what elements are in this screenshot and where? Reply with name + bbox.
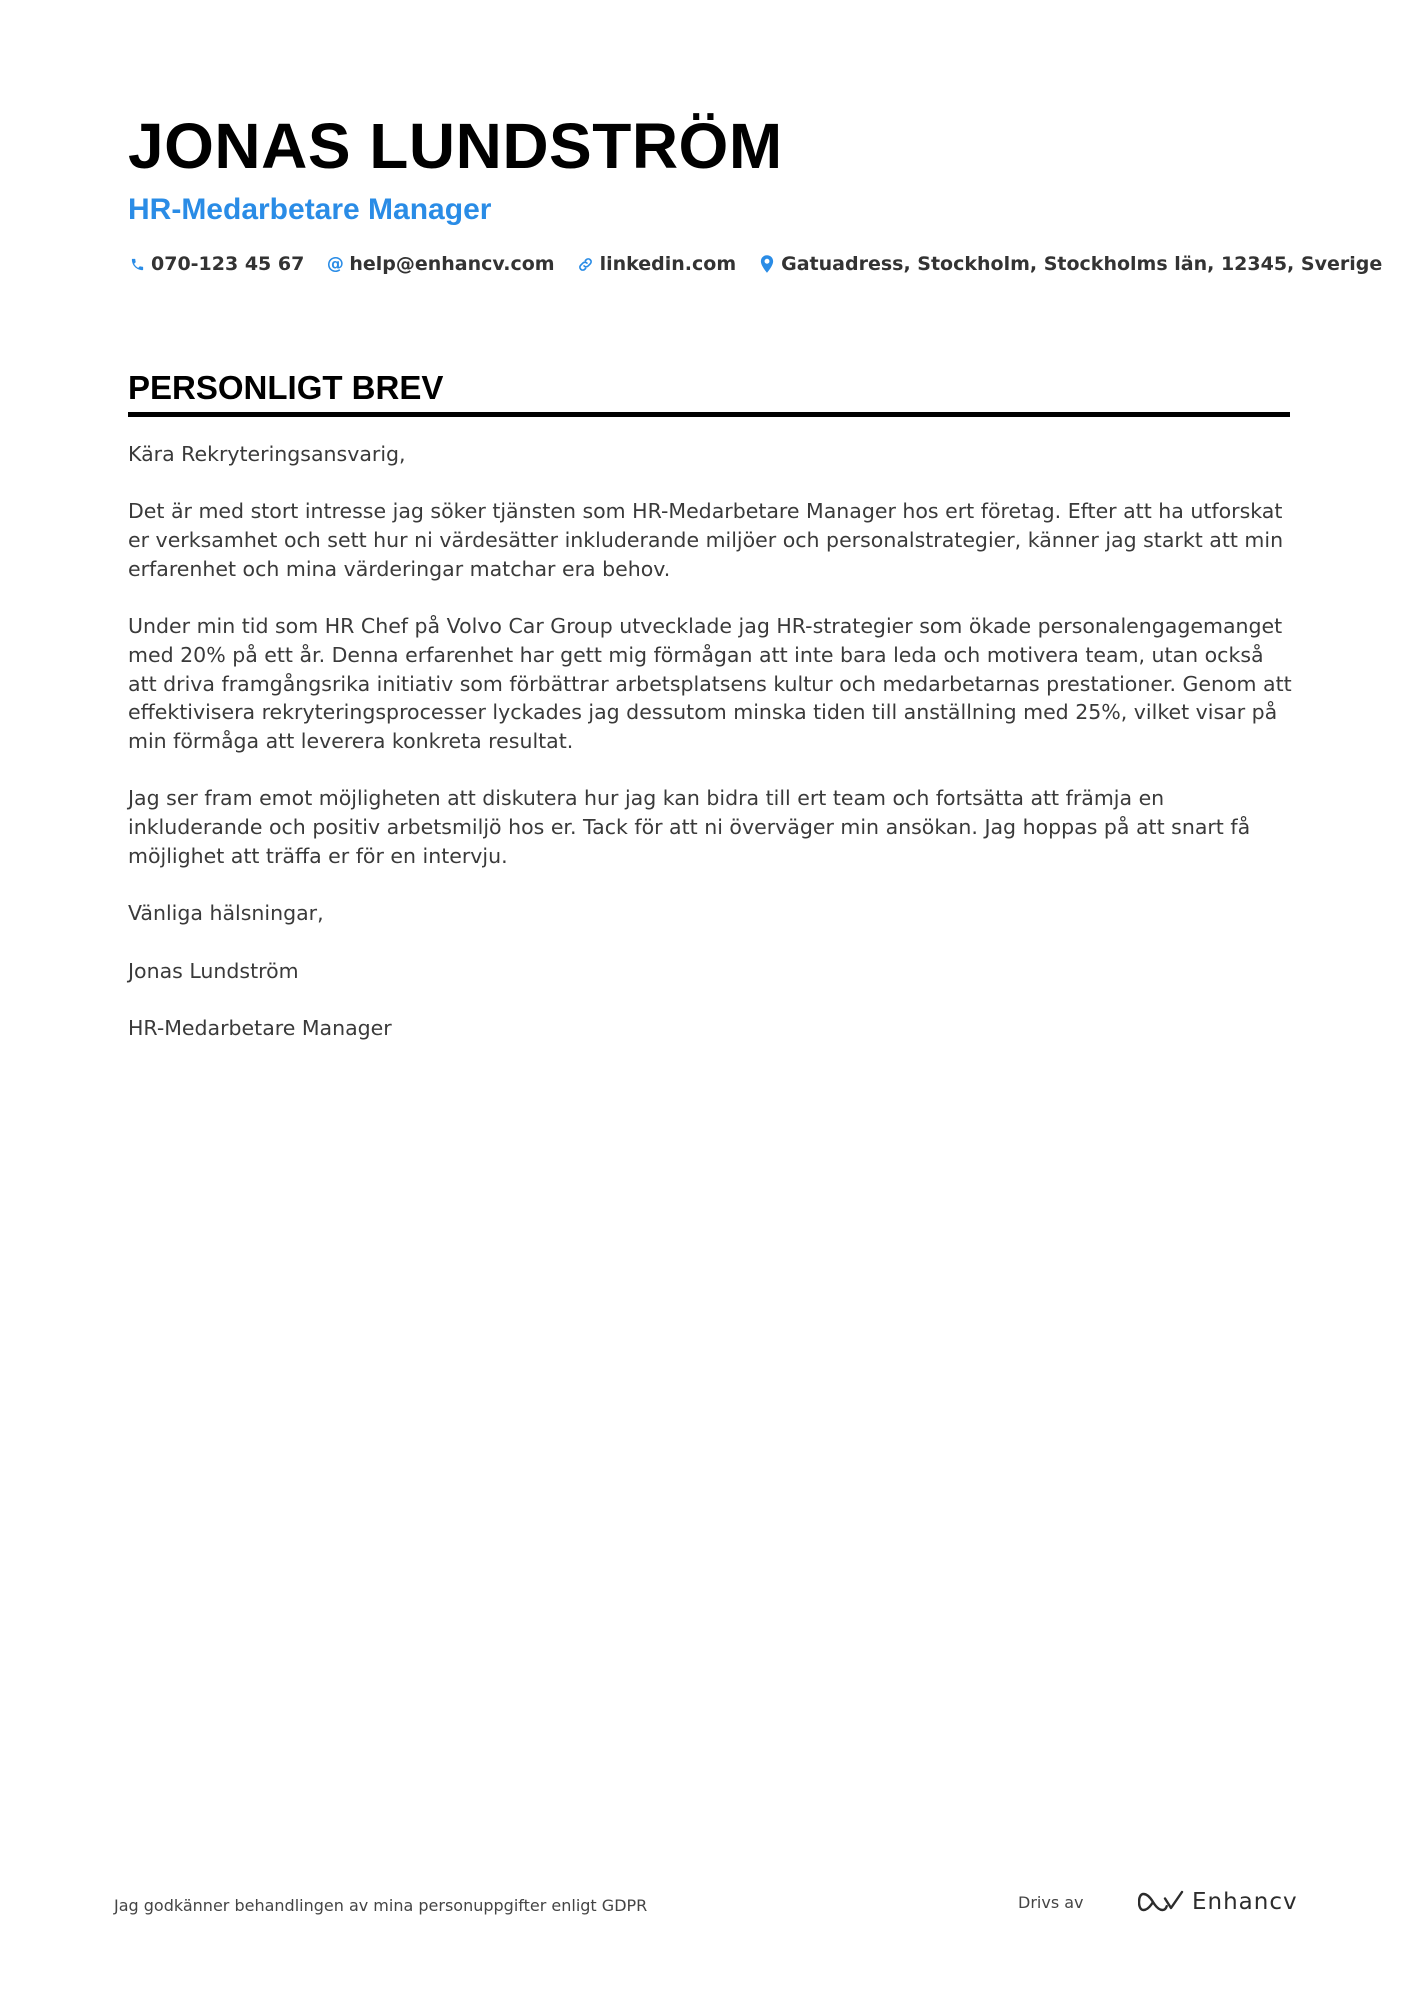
brand-logo[interactable] bbox=[1138, 1886, 1298, 1918]
link-icon bbox=[577, 255, 595, 273]
contact-address bbox=[758, 251, 1382, 277]
contact-phone-text: 070-123 45 67 bbox=[151, 253, 305, 275]
applicant-name: JONAS LUNDSTRÖM bbox=[128, 110, 783, 182]
gdpr-consent-text: Jag godkänner behandlingen av mina personuppgifter enligt GDPR bbox=[114, 1896, 648, 1915]
contact-bar bbox=[128, 251, 1383, 277]
section-divider bbox=[128, 412, 1290, 417]
contact-address-text: Gatuadress, Stockholm, Stockholms län, 12345, Sverige bbox=[781, 253, 1383, 275]
letter-paragraph: Under min tid som HR Chef på Volvo Car Group utvecklade jag HR-strategier som ökade personalengagemanget med 20% på ett år. Denna erfarenhet har gett mig förmågan att inte bara leda och motivera team, utan också att driva framgångsrika initiativ som förbättrar arbetsplatsens kultur och medarbetarnas prestationer. Genom att effektivisera rekryteringsprocesser lyckades jag dessutom minska tiden till anställning med 25%, vilket visar på min förmåga att leverera konkreta resultat. bbox=[128, 614, 1292, 753]
letter-closing: Vänliga hälsningar, bbox=[128, 901, 324, 926]
letter-greeting: Kära Rekryteringsansvarig, bbox=[128, 442, 406, 466]
header bbox=[128, 108, 1383, 277]
powered-by-label: Drivs av bbox=[1018, 1893, 1084, 1912]
contact-phone bbox=[128, 251, 304, 277]
contact-email[interactable] bbox=[326, 251, 554, 277]
contact-email-text[interactable]: help@enhancv.com bbox=[349, 253, 555, 275]
contact-linkedin-text[interactable]: linkedin.com bbox=[599, 253, 737, 275]
signature-name: Jonas Lundström bbox=[128, 958, 299, 983]
contact-linkedin[interactable] bbox=[577, 251, 737, 277]
letter-paragraph: Det är med stort intresse jag söker tjänsten som HR-Medarbetare Manager hos ert företag. Efter att ha utforskat er verksamhet och sett hur ni värdesätter inkluderande miljöer och personalstrategier, känner jag starkt att min erfarenhet och mina värderingar matchar era behov. bbox=[128, 499, 1284, 581]
phone-icon bbox=[128, 255, 146, 273]
section-title: PERSONLIGT BREV bbox=[128, 369, 444, 406]
job-title: HR-Medarbetare Manager bbox=[128, 193, 492, 226]
letter-body bbox=[128, 440, 1293, 1071]
signature-title: HR-Medarbetare Manager bbox=[128, 1015, 392, 1040]
enhancv-logo-icon bbox=[1138, 1889, 1184, 1915]
at-icon: @ bbox=[326, 254, 344, 274]
letter-paragraph: Jag ser fram emot möjligheten att diskutera hur jag kan bidra till ert team och fortsätta att främja en inkluderande och positiv arbetsmiljö hos er. Tack för att ni överväger min ansökan. Jag hoppas på att snart få möjlighet att träffa er för en intervju. bbox=[128, 786, 1251, 868]
brand-name: Enhancv bbox=[1192, 1889, 1298, 1915]
location-pin-icon bbox=[758, 255, 776, 273]
letter-section-heading bbox=[128, 368, 1290, 417]
